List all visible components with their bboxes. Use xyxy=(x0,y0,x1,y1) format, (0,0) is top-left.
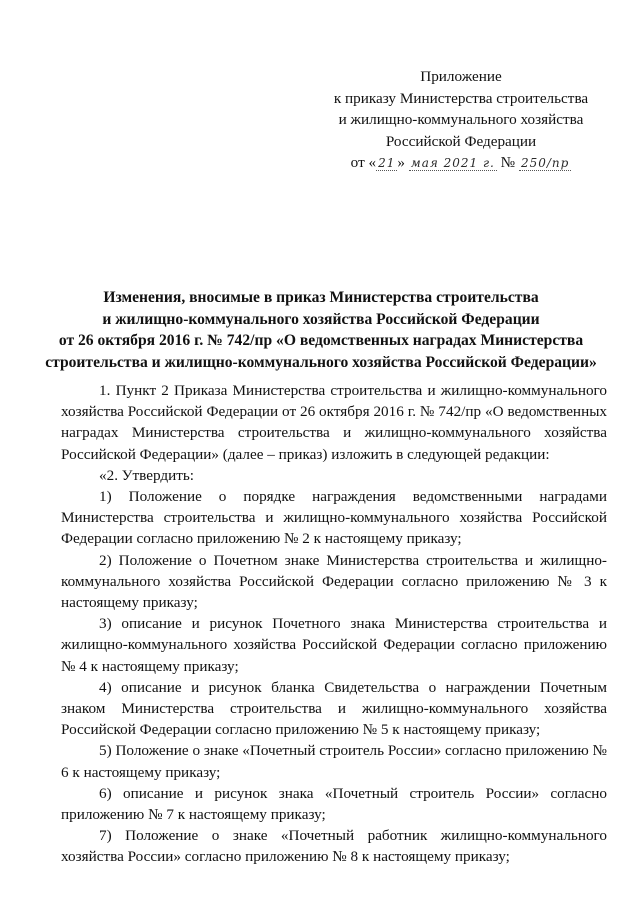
document-body xyxy=(61,380,607,868)
paragraph-subitem-2: 2) Положение о Почетном знаке Министерства строительства и жилищно-коммунального хозяйства Российской Федерации согласно приложению № 3 к настоящему приказу; xyxy=(61,551,607,612)
number-label: № xyxy=(500,154,516,171)
appendix-line-ministry: и жилищно-коммунального хозяйства xyxy=(338,111,584,128)
appendix-line-federation: Российской Федерации xyxy=(385,132,537,150)
appendix-title: Приложение xyxy=(420,68,502,85)
date-month-year-handwritten: мая 2021 г. xyxy=(410,156,495,170)
paragraph-subitem-4: 4) описание и рисунок бланка Свидетельства о награждении Почетным знаком Министерства строительства и жилищно-коммунального хозяйства Российской Федерации согласно приложению № 5 к настоящему приказу; xyxy=(61,678,607,739)
paragraph-approve: «2. Утвердить: xyxy=(99,466,195,484)
date-prefix: от « xyxy=(350,154,377,171)
title-line-1: Изменения, вносимые в приказ Министерства строительства xyxy=(103,289,539,306)
paragraph-item-1: 1. Пункт 2 Приказа Министерства строительства и жилищно-коммунального хозяйства Российской Федерации от 26 октября 2016 г. № 742/пр «О ведомственных наградах Министерства строительства и жилищно-коммунального хозяйства Российской Федерации» (далее – приказ) изложить в следующей редакции: xyxy=(61,382,607,463)
appendix-line-order: к приказу Министерства строительства xyxy=(333,89,589,107)
date-day-handwritten: 21 xyxy=(378,156,396,170)
paragraph-subitem-7: 7) Положение о знаке «Почетный работник жилищно-коммунального хозяйства России» согласно приложению № 8 к настоящему приказу; xyxy=(61,827,607,866)
title-line-3: от 26 октября 2016 г. № 742/пр «О ведомственных наградах Министерства xyxy=(58,332,584,349)
number-value-handwritten: 250/пр xyxy=(520,156,570,170)
title-line-4: строительства и жилищно-коммунального хозяйства Российской Федерации» xyxy=(45,353,597,371)
document-title xyxy=(36,287,606,373)
paragraph-subitem-6: 6) описание и рисунок знака «Почетный строитель России» согласно приложению № 7 к настоящему приказу; xyxy=(61,784,607,824)
title-line-2: и жилищно-коммунального хозяйства Российской Федерации xyxy=(102,310,540,328)
appendix-date-line xyxy=(330,152,592,175)
paragraph-subitem-3: 3) описание и рисунок Почетного знака Министерства строительства и жилищно-коммунального хозяйства Российской Федерации согласно приложению № 4 к настоящему приказу; xyxy=(61,615,607,675)
appendix-header xyxy=(330,66,592,175)
date-mid: » xyxy=(397,154,405,171)
paragraph-subitem-1: 1) Положение о порядке награждения ведомственными наградами Министерства строительства и жилищно-коммунального хозяйства Российской Федерации согласно приложению № 2 к настоящему приказу; xyxy=(61,488,607,548)
paragraph-subitem-5: 5) Положение о знаке «Почетный строитель России» согласно приложению № 6 к настоящему приказу; xyxy=(61,742,607,781)
